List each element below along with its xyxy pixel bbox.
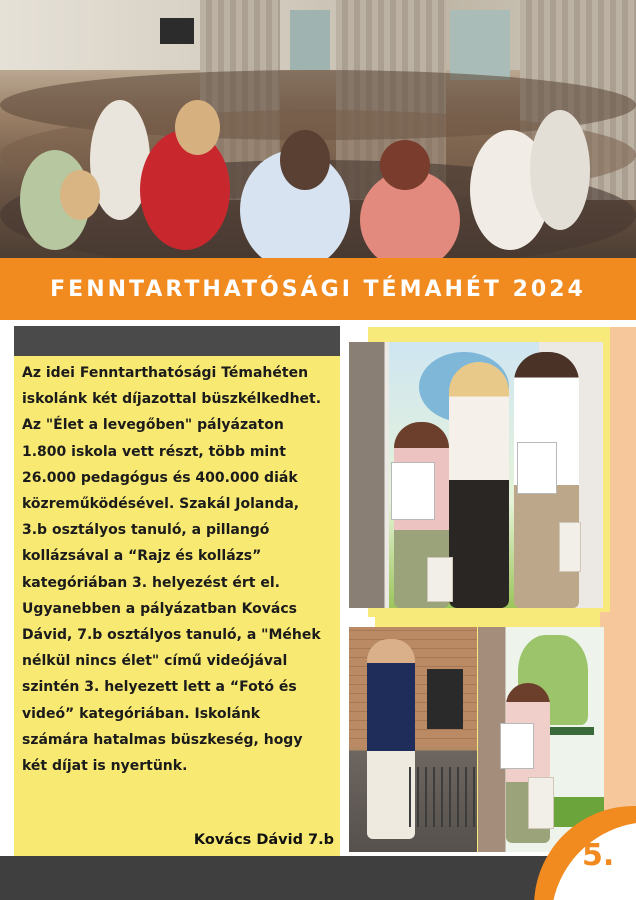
railing [409,767,477,827]
boy-in-suit [367,639,415,839]
award-photo-group [349,342,603,608]
person [60,170,100,220]
photo-frame-decoration [610,327,636,617]
person [280,130,330,190]
page-title: FENNTARTHATÓSÁGI TÉMAHÉT 2024 [50,276,586,302]
page-number: 5. [582,838,615,873]
certificate [500,723,534,769]
gift-bag [528,777,554,829]
window [290,10,330,70]
article-text: Az idei Fenntarthatósági Témahéten iskolánk két díjazottal büszkélkedhet. Az "Élet a levegőben" pályázaton 1.800 iskola vett részt, több mint 26.000 pedagógus és 400.000 diák közreműködésével. Szakál Jolanda, 3.b osztályos tanuló, a pillangó kollázsával a “Rajz és kollázs” kategóriában 3. helyezést ért el. Ugyanebben a pályázatban Kovács Dávid, 7.b osztályos tanuló, a "Méhek nélkül nincs élet" című videójával szintén 3. helyezett lett a “Fotó és videó” kategóriában. Iskolánk számára hatalmas büszkeség, hogy két díjat is nyertünk. [22,365,322,775]
woman-figure [449,362,509,608]
award-photo-boy [349,627,477,852]
title-band [0,258,636,320]
article-box [14,356,340,856]
text-header-bar [14,326,340,356]
window [450,10,510,80]
article-author: Kovács Dávid 7.b [193,832,334,848]
person [380,140,430,190]
gift-bag [559,522,581,572]
person [530,110,590,230]
person [175,100,220,155]
screen [160,18,194,44]
certificate [391,462,435,520]
audience-photo [0,0,636,258]
footer-bar [0,856,560,900]
certificate [517,442,557,494]
info-board [427,669,463,729]
gift-bag [427,557,453,602]
